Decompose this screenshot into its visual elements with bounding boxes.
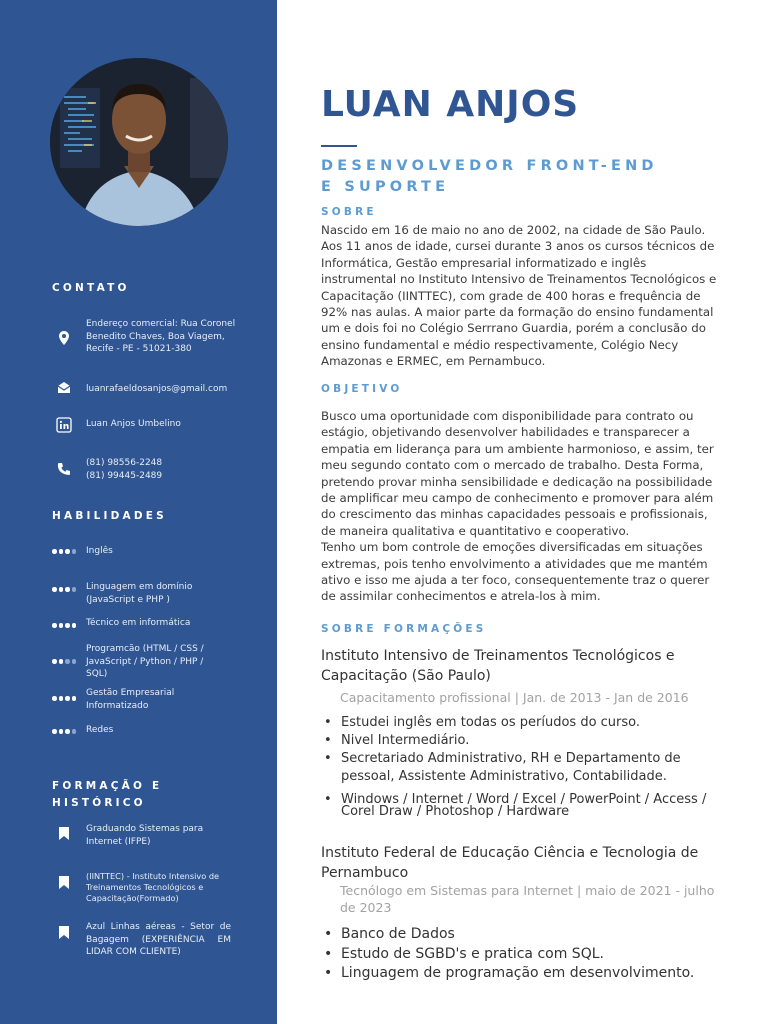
- list-item: • Windows / Internet / Word / Excel / PowerPoint / Access / Corel Draw / Photoshop / Hardware: [322, 794, 722, 818]
- list-item: • Secretariado Administrativo, RH e Departamento de pessoal, Assistente Administrativo, Contabilidade.: [322, 750, 722, 786]
- bookmark-icon: [59, 827, 69, 840]
- skill-level-dots: [52, 549, 80, 555]
- education-bullets: [322, 925, 722, 984]
- skill-dot: [52, 696, 57, 701]
- skill-dot: [72, 549, 77, 554]
- skill-dot: [72, 623, 77, 628]
- skill-level-dots: [52, 729, 80, 735]
- skill-dot: [52, 549, 57, 554]
- skill-level-dots: [52, 623, 80, 629]
- skill-dot: [65, 696, 70, 701]
- objective-paragraph-1: Busco uma oportunidade com disponibilidade para contrato ou estágio, objetivando desenvolver habilidades e transparecer a empatia em liderança para um ambiente harmonioso, e assim, ter meu segundo contato com o mercado de trabalho. Desta Forma, pretendo provar minha sensibilidade e dedicação na possibilidade de amplificar meu campo de conhecimento e promover para além do crescimento das minhas capacidades pessoais e profissionais, de maneira qualitativa e quantitativo e cooperativo.: [321, 409, 714, 538]
- education-heading-line2: HISTÓRICO: [52, 797, 146, 809]
- objective-heading: OBJETIVO: [321, 383, 403, 395]
- education-title: Instituto Federal de Educação Ciência e Tecnologia de Pernambuco: [321, 845, 699, 881]
- contact-phone-1: (81) 98556-2248: [86, 458, 163, 468]
- skill-dot: [65, 623, 70, 628]
- job-title-line1: DESENVOLVEDOR FRONT-END: [321, 158, 658, 174]
- skill-label: Linguagem em domínio (JavaScript e PHP ): [86, 582, 193, 605]
- education-section-heading: SOBRE FORMAÇÕES: [321, 623, 487, 635]
- history-item: Azul Linhas aéreas - Setor de Bagagem (EXPERIÊNCIA EM LIDAR COM CLIENTE): [86, 922, 231, 957]
- list-item: • Nivel Intermediário.: [322, 732, 722, 750]
- skill-dot: [72, 696, 77, 701]
- contact-linkedin[interactable]: Luan Anjos Umbelino: [86, 419, 181, 429]
- skill-label: Redes: [86, 725, 114, 735]
- skill-dot: [52, 623, 57, 628]
- envelope-icon: [56, 380, 72, 396]
- objective-text: [321, 408, 719, 605]
- skill-level-dots: [52, 659, 80, 665]
- skill-dot: [52, 659, 57, 664]
- list-item: • Estudo de SGBD's e pratica com SQL.: [322, 945, 722, 965]
- about-text: Nascido em 16 de maio no ano de 2002, na cidade de São Paulo. Aos 11 anos de idade, cursei durante 3 anos os cursos técnicos de Informática, Gestão empresarial informatizado e inglês instrumental no Instituto Intensivo de Treinamentos Tecnológicos e Capacitação (IINTTEC), com grade de 400 horas e frequência de 92% nas aulas. A maior parte da formação do ensino fundamental um e dois foi no Colégio Serrrano Guardia, porém a conclusão do ensino fundamental e médio respectivamente, Colégio Necy Amazonas e ERMEC, em Pernambuco.: [321, 223, 717, 369]
- skill-dot: [65, 659, 70, 664]
- list-item: • Linguagem de programação em desenvolvimento.: [322, 964, 722, 984]
- skill-dot: [72, 729, 77, 734]
- skill-dot: [59, 549, 64, 554]
- skill-dot: [59, 729, 64, 734]
- education-heading: [52, 778, 162, 812]
- education-meta: Tecnólogo em Sistemas para Internet | maio de 2021 - julho de 2023: [340, 883, 715, 915]
- title-divider: [321, 145, 357, 147]
- skill-dot: [52, 729, 57, 734]
- location-pin-icon: [56, 330, 72, 346]
- education-title: Instituto Intensivo de Treinamentos Tecnológicos e Capacitação (São Paulo): [321, 648, 675, 684]
- bookmark-icon: [59, 926, 69, 939]
- profile-photo-image: [50, 58, 228, 226]
- history-item: Graduando Sistemas para Internet (IFPE): [86, 824, 204, 847]
- skill-label: Programcão (HTML / CSS / JavaScript / Python / PHP / SQL): [86, 644, 204, 679]
- skill-level-dots: [52, 587, 80, 593]
- education-meta: Capacitamento profissional | Jan. de 2013 - Jan de 2016: [340, 690, 689, 705]
- sidebar: [0, 0, 277, 1024]
- skill-dot: [65, 587, 70, 592]
- objective-paragraph-2: Tenho um bom controle de emoções diversificadas em situações extremas, pois tenho envolvimento a atividades que me mantém ativo e isso me ajuda a ter foco, consequentemente traz o querer de assimilar conhecimentos e atrela-los à mim.: [321, 540, 710, 604]
- list-item: • Estudei inglês em todas os períudos do curso.: [322, 714, 722, 732]
- skill-dot: [65, 549, 70, 554]
- job-title: [321, 156, 701, 198]
- skill-dot: [65, 729, 70, 734]
- profile-photo: [50, 58, 228, 226]
- contact-heading: CONTATO: [52, 282, 130, 294]
- bookmark-icon: [59, 876, 69, 889]
- education-heading-line1: FORMAÇÃO E: [52, 780, 163, 792]
- skill-dot: [59, 696, 64, 701]
- skill-label: Gestão Empresarial Informatizado: [86, 688, 175, 711]
- linkedin-icon: [56, 417, 72, 433]
- education-bullets: [322, 714, 722, 818]
- contact-address: Endereço comercial: Rua Coronel Benedito Chaves, Boa Viagem, Recife - PE - 51021-380: [86, 319, 236, 354]
- history-item: (IINTTEC) - Instituto Intensivo de Treinamentos Tecnológicos e Capacitação(Formado): [86, 871, 220, 903]
- contact-email[interactable]: luanrafaeldosanjos@gmail.com: [86, 384, 228, 394]
- skills-heading: HABILIDADES: [52, 510, 167, 522]
- skill-dot: [72, 659, 77, 664]
- about-heading: SOBRE: [321, 206, 377, 218]
- skill-label: Inglês: [86, 546, 113, 556]
- skill-dot: [59, 623, 64, 628]
- skill-dot: [59, 659, 64, 664]
- phone-icon: [56, 461, 72, 477]
- skill-dot: [52, 587, 57, 592]
- job-title-line2: E SUPORTE: [321, 179, 450, 195]
- skill-dot: [72, 587, 77, 592]
- skill-label: Técnico em informática: [86, 618, 191, 628]
- candidate-name: LUAN ANJOS: [321, 84, 580, 125]
- contact-phone-2: (81) 99445-2489: [86, 470, 163, 481]
- skill-level-dots: [52, 696, 80, 702]
- skill-dot: [59, 587, 64, 592]
- list-item: • Banco de Dados: [322, 925, 722, 945]
- contact-phones: [86, 457, 256, 482]
